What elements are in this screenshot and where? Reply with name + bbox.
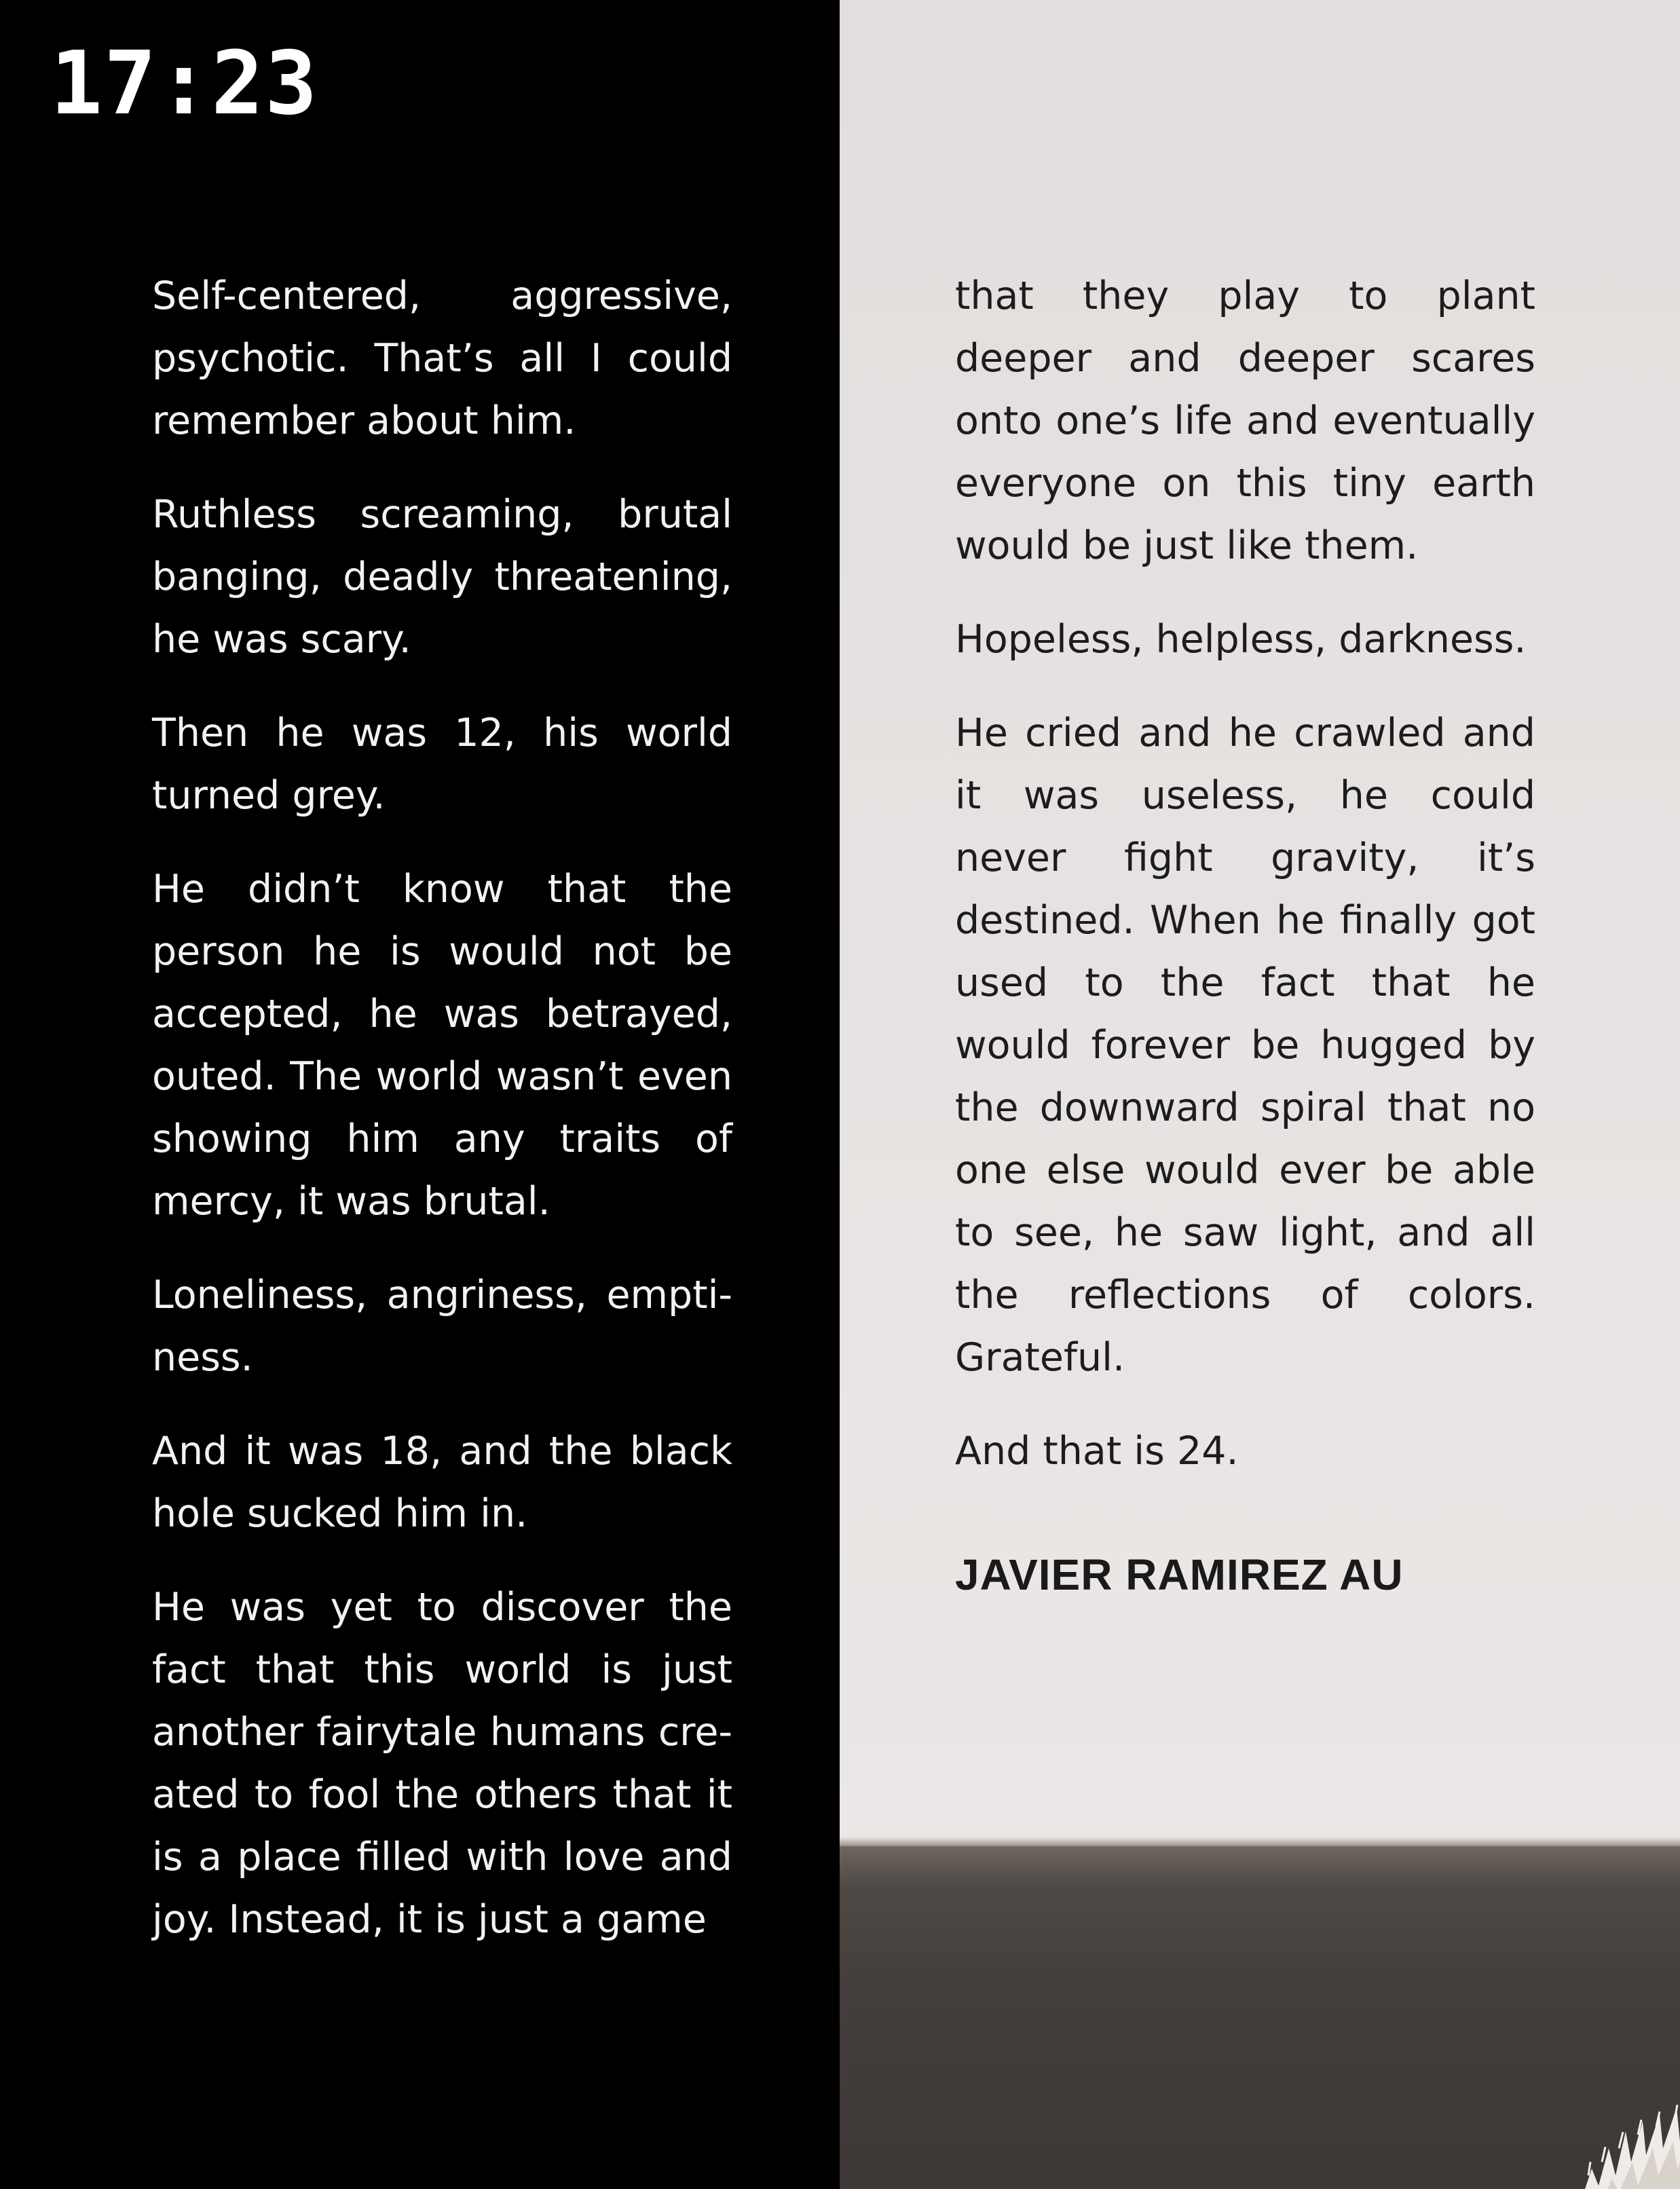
paragraph: Loneliness, angriness, empti-ness. bbox=[152, 1273, 732, 1380]
paragraph: And that is 24. bbox=[955, 1429, 1239, 1474]
paragraph: Self-centered, aggressive, psychotic. That’s all I could remember about him. bbox=[152, 274, 732, 443]
left-text-column bbox=[152, 265, 732, 1982]
paragraph: And it was 18, and the black hole sucked him in. bbox=[152, 1429, 732, 1536]
time-logo: 17:23 bbox=[50, 33, 319, 134]
paragraph: Hopeless, helpless, darkness. bbox=[955, 617, 1527, 662]
paragraph: Ruthless screaming, brutal banging, deadly threatening, he was scary. bbox=[152, 492, 732, 662]
paragraph: He cried and he crawled and it was useless, he could never fight gravity, it’s destined. When he finally got used to the fact that he would forever be hugged by the downward spiral that no one else would ever be able to see, he saw light, and all the reflections of colors. Grateful. bbox=[955, 711, 1535, 1380]
paragraph: He was yet to discover the fact that this world is just another fairytale humans cre-ated to fool the others that it is a place filled with love and joy. Instead, it is just a game bbox=[152, 1585, 732, 1942]
fur-rug-image bbox=[1551, 2067, 1680, 2189]
paragraph: Then he was 12, his world turned grey. bbox=[152, 711, 732, 818]
author-name: JAVIER RAMIREZ AU bbox=[955, 1550, 1404, 1599]
paragraph: He didn’t know that the person he is would not be accepted, he was betrayed, outed. The world wasn’t even showing him any traits of mercy, it was brutal. bbox=[152, 867, 732, 1224]
paragraph: that they play to plant deeper and deeper scares onto one’s life and eventually everyone on this tiny earth would be just like them. bbox=[955, 274, 1535, 568]
right-text-column bbox=[955, 265, 1535, 1514]
